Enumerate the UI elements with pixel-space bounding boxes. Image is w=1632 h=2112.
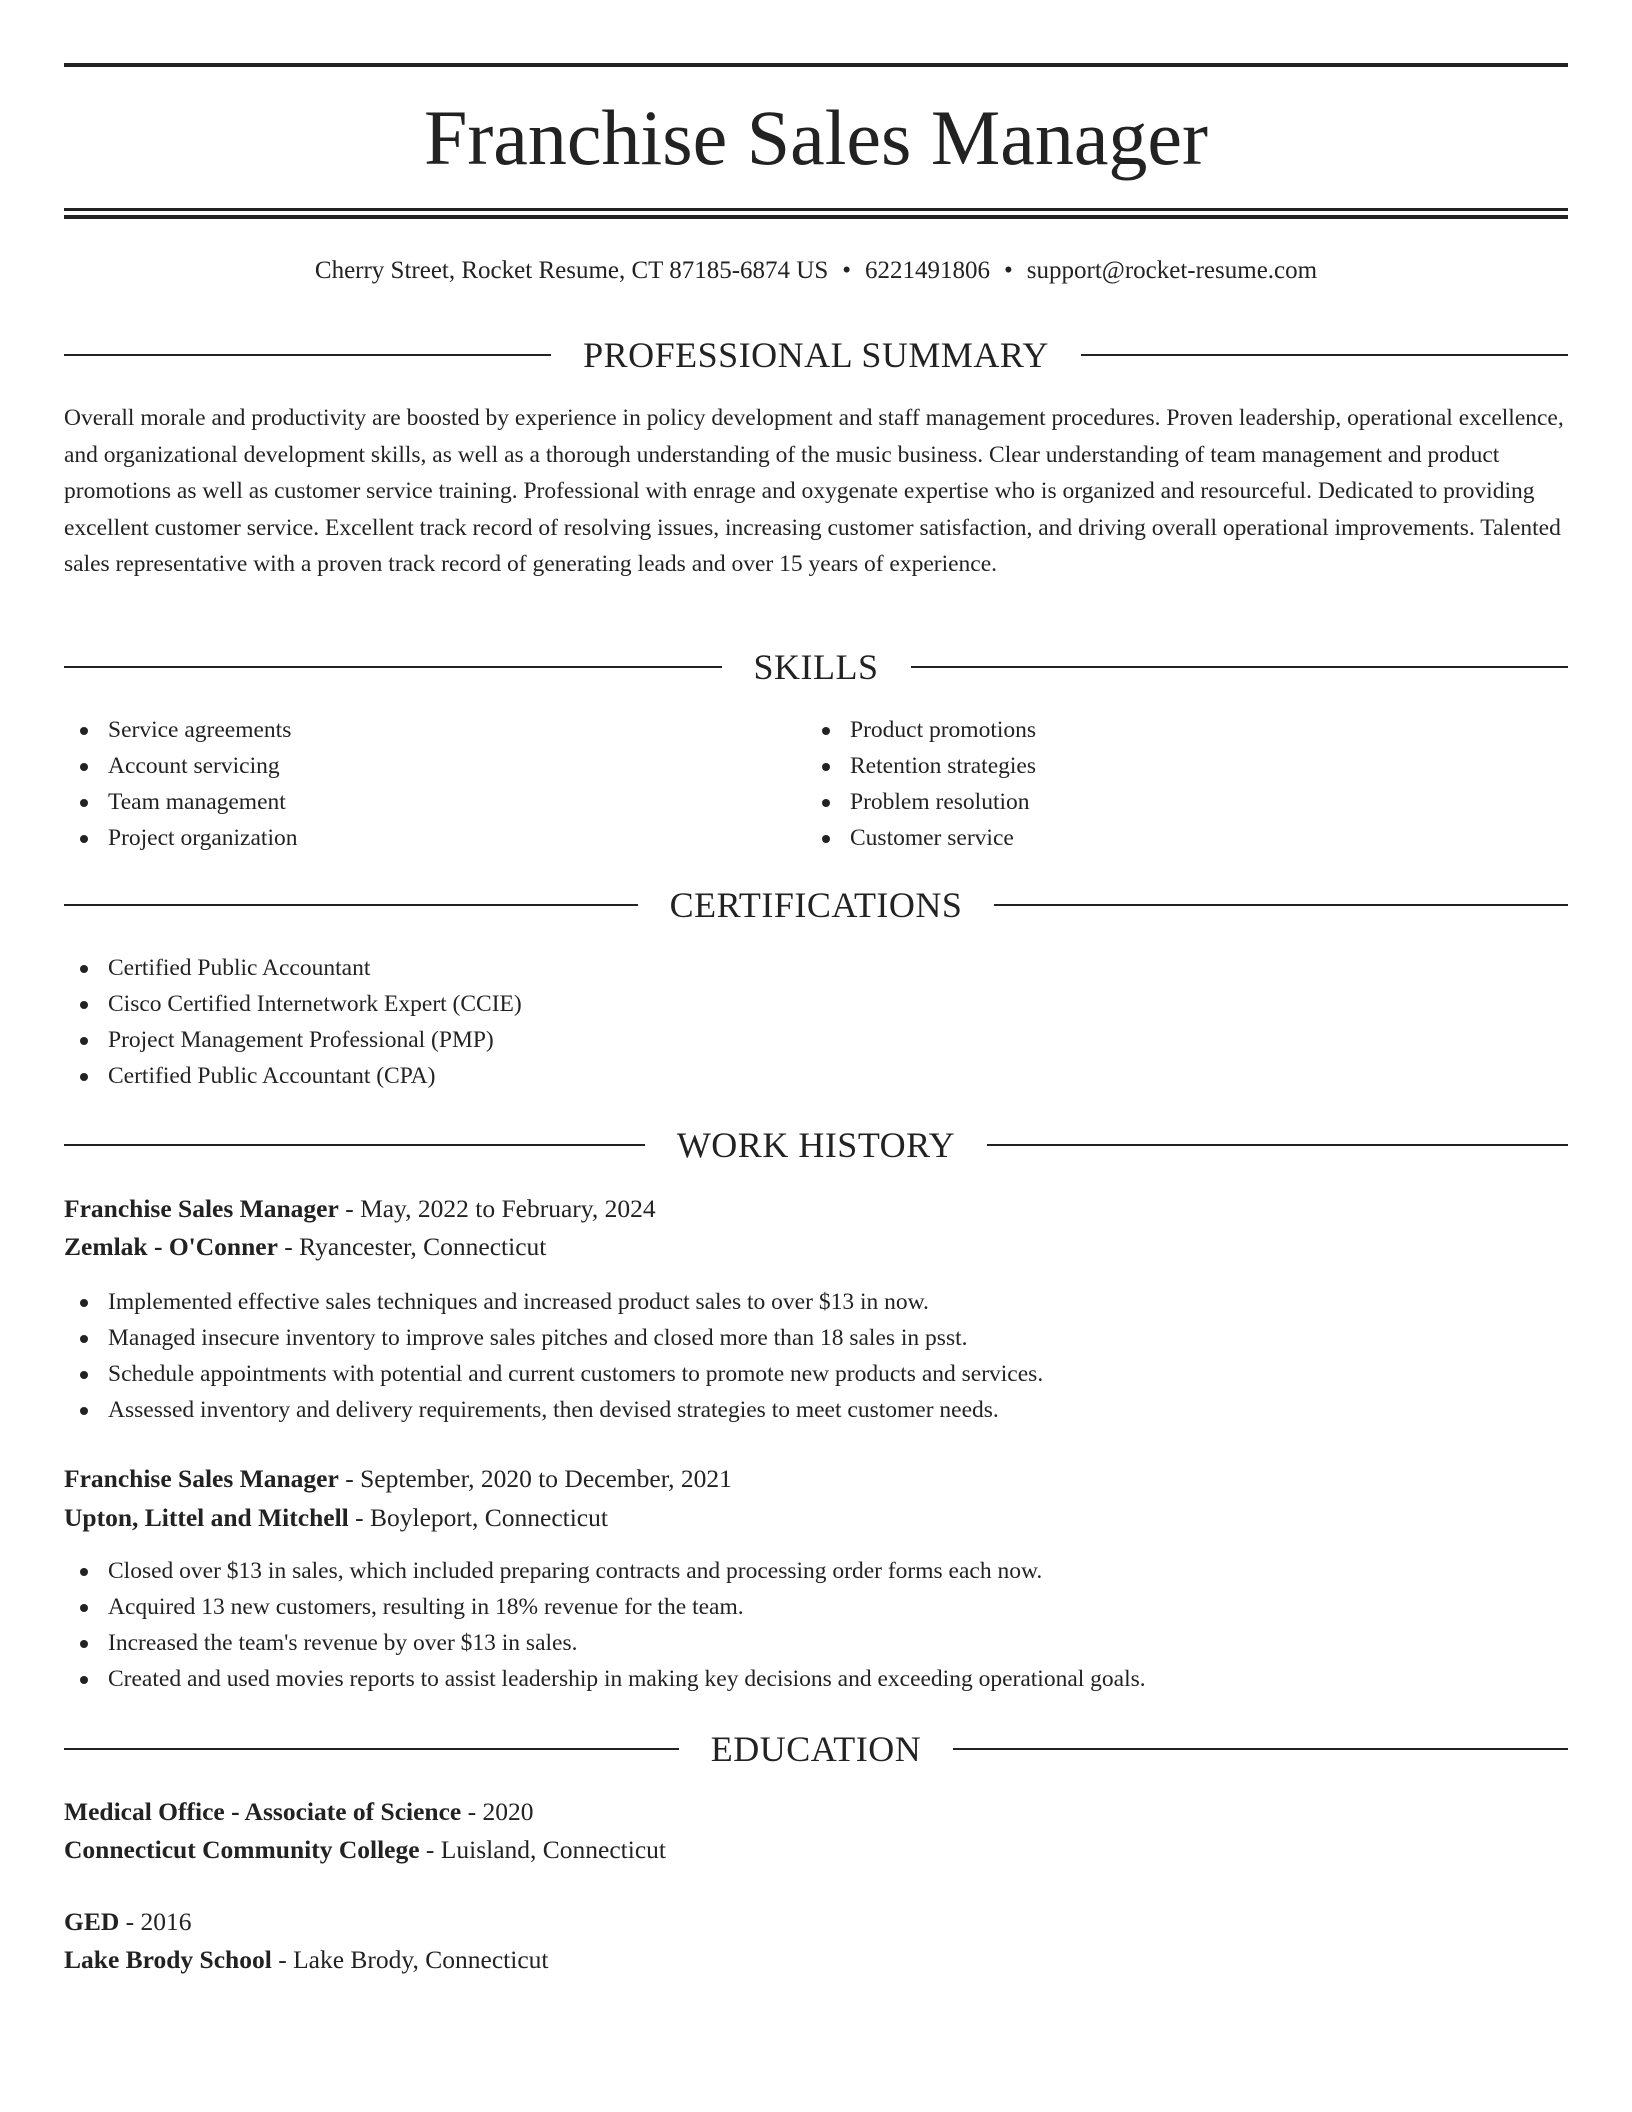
job-title: Franchise Sales Manager [64,1464,339,1493]
job-location: Boyleport, Connecticut [370,1503,608,1532]
job-company: Upton, Littel and Mitchell [64,1503,349,1532]
skill-item: Customer service [806,820,1546,856]
top-rule [64,63,1568,67]
contact-address: Cherry Street, Rocket Resume, CT 87185-6874 US [314,257,829,284]
certification-item: Certified Public Accountant [64,950,1568,986]
section-rule [1081,354,1568,356]
skill-item: Service agreements [64,712,804,748]
education-school: Connecticut Community College [64,1835,420,1864]
section-title: PROFESSIONAL SUMMARY [583,335,1049,375]
education-school: Lake Brody School [64,1945,272,1974]
job-company: Zemlak - O'Conner [64,1232,278,1261]
skill-item: Product promotions [806,712,1546,748]
education-school-line: Lake Brody School - Lake Brody, Connecticut [64,1945,549,1974]
section-header-certifications [64,882,1568,928]
certifications-list [64,950,1568,1094]
education-location: Lake Brody, Connecticut [293,1945,549,1974]
contact-separator: • [1004,257,1013,284]
job-location: Ryancester, Connecticut [299,1232,547,1261]
contact-email: support@rocket-resume.com [1026,257,1318,284]
section-title: EDUCATION [710,1729,922,1769]
education-degree: Medical Office - Associate of Science [64,1797,462,1826]
section-header-skills [64,644,1568,690]
section-rule [911,666,1569,668]
job-company-line: Upton, Littel and Mitchell - Boyleport, Connecticut [64,1503,608,1532]
job-bullet: Schedule appointments with potential and current customers to promote new products and services. [64,1356,1568,1392]
double-rule-upper [64,208,1568,211]
section-rule [994,904,1568,906]
double-rule-lower [64,215,1568,219]
education-year: 2020 [482,1797,534,1826]
job-dates: September, 2020 to December, 2021 [360,1464,732,1493]
job-bullets [64,1553,1568,1697]
job-bullet: Assessed inventory and delivery requirements, then devised strategies to meet customer needs. [64,1392,1568,1428]
section-rule [64,904,638,906]
section-header-education [64,1726,1568,1772]
job-bullet: Implemented effective sales techniques and increased product sales to over $13 in now. [64,1284,1568,1320]
job-title-line: Franchise Sales Manager - September, 2020 to December, 2021 [64,1464,732,1493]
education-degree-line: Medical Office - Associate of Science - 2020 [64,1797,534,1826]
contact-line [64,254,1568,288]
section-header-summary [64,332,1568,378]
section-title: SKILLS [753,647,879,687]
certification-item: Cisco Certified Internetwork Expert (CCIE) [64,986,1568,1022]
education-location: Luisland, Connecticut [440,1835,667,1864]
section-title: WORK HISTORY [676,1125,956,1165]
contact-separator: • [842,257,852,284]
job-bullet: Acquired 13 new customers, resulting in 18% revenue for the team. [64,1589,1568,1625]
section-header-work [64,1122,1568,1168]
job-bullets [64,1284,1568,1428]
section-rule [953,1748,1568,1750]
education-school-line: Connecticut Community College - Luisland, Connecticut [64,1835,667,1864]
job-company-line: Zemlak - O'Conner - Ryancester, Connecticut [64,1232,547,1261]
education-degree: GED [64,1907,120,1936]
contact-phone: 6221491806 [865,257,991,284]
section-rule [987,1144,1568,1146]
skill-item: Account servicing [64,748,804,784]
job-bullet: Managed insecure inventory to improve sales pitches and closed more than 18 sales in psst. [64,1320,1568,1356]
resume-name: Franchise Sales Manager [423,94,1209,181]
summary-text: Overall morale and productivity are boosted by experience in policy development and staff management procedures. Proven leadership, operational excellence, and organizational development skills, as well as a thorough understanding of the music business. Clear understanding of team management and product promotions as well as customer service training. Professional with enrage and oxygenate expertise who is organized and resourceful. Dedicated to providing excellent customer service. Excellent track record of resolving issues, increasing customer satisfaction, and driving overall operational improvements. Talented sales representative with a proven track record of generating leads and over 15 years of experience. [64,405,1564,578]
section-rule [64,354,551,356]
skills-column-left [64,712,804,856]
certification-item: Certified Public Accountant (CPA) [64,1058,1568,1094]
section-rule [64,666,722,668]
section-rule [64,1748,679,1750]
job-bullet: Created and used movies reports to assist leadership in making key decisions and exceeding operational goals. [64,1661,1568,1697]
job-title: Franchise Sales Manager [64,1194,339,1223]
skills-column-right [806,712,1546,856]
job-bullet: Increased the team's revenue by over $13 in sales. [64,1625,1568,1661]
job-title-line: Franchise Sales Manager - May, 2022 to February, 2024 [64,1194,656,1223]
job-bullet: Closed over $13 in sales, which included preparing contracts and processing order forms each now. [64,1553,1568,1589]
skill-item: Project organization [64,820,804,856]
section-rule [64,1144,645,1146]
certification-item: Project Management Professional (PMP) [64,1022,1568,1058]
skill-item: Team management [64,784,804,820]
job-dates: May, 2022 to February, 2024 [360,1194,656,1223]
education-degree-line: GED - 2016 [64,1907,192,1936]
education-year: 2016 [140,1907,192,1936]
section-title: CERTIFICATIONS [669,885,963,925]
skill-item: Retention strategies [806,748,1546,784]
skill-item: Problem resolution [806,784,1546,820]
